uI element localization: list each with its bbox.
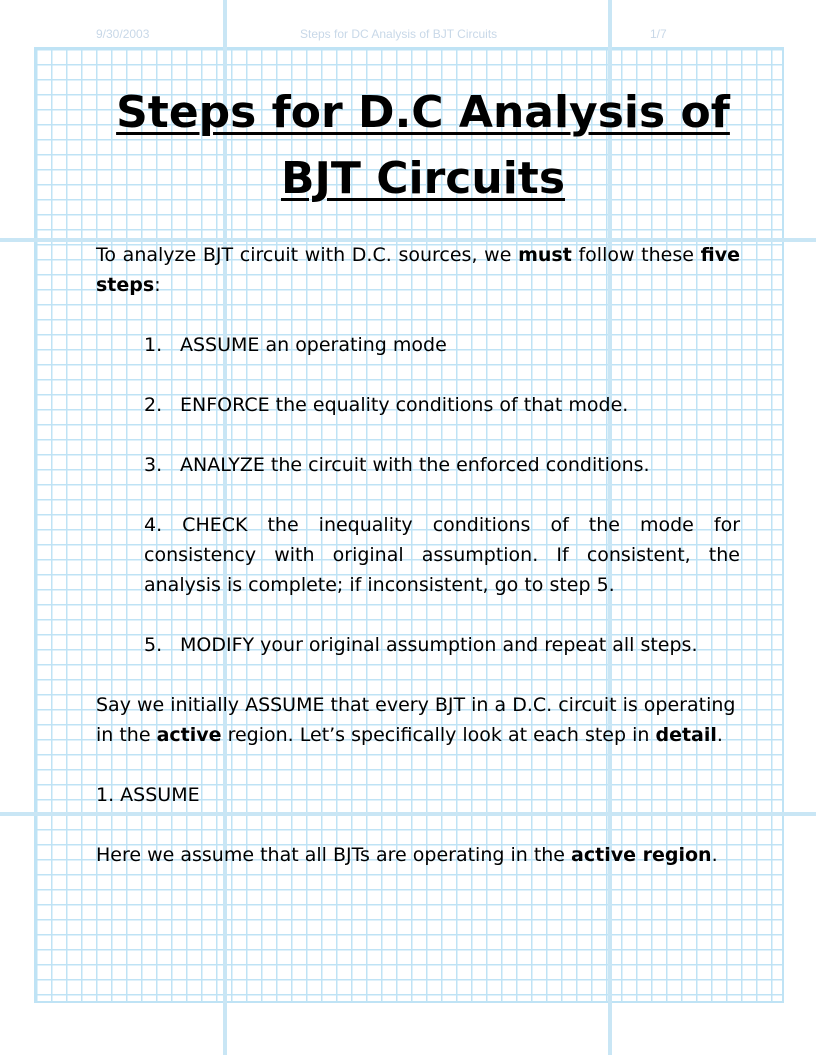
step-number: 3. <box>144 454 163 476</box>
para-bold-detail: detail <box>655 724 717 746</box>
step-item <box>144 390 740 420</box>
header-date: 9/30/2003 <box>96 27 150 41</box>
step-item <box>144 630 740 660</box>
intro-bold-five-steps: five steps <box>96 244 740 296</box>
step-text: ASSUME an operating mode <box>180 334 447 356</box>
assumption-paragraph <box>96 690 740 750</box>
section-heading-assume: 1. ASSUME <box>96 784 200 806</box>
intro-paragraph <box>96 240 740 300</box>
title-line-2: BJT Circuits <box>280 153 566 204</box>
para-text: Here we assume that all BJTs are operating in the <box>96 844 572 866</box>
para-text: . <box>711 844 718 866</box>
document-body <box>96 80 740 870</box>
steps-list <box>144 330 740 660</box>
header-title: Steps for DC Analysis of BJT Circuits <box>300 27 498 41</box>
step-item <box>144 510 740 600</box>
step-number: 2. <box>144 394 163 416</box>
para-bold-active-region: active region <box>571 844 712 866</box>
intro-bold-must: must <box>518 244 572 266</box>
para-text: . <box>716 724 723 746</box>
title-line-1: Steps for D.C Analysis of <box>116 87 730 138</box>
step-text: MODIFY your original assumption and repeat all steps. <box>180 634 698 656</box>
step-text: ANALYZE the circuit with the enforced conditions. <box>180 454 650 476</box>
step-number: 5. <box>144 634 163 656</box>
intro-text: : <box>154 274 161 296</box>
header-page-number: 1/7 <box>650 27 667 41</box>
intro-text: To analyze BJT circuit with D.C. sources, we <box>96 244 519 266</box>
page-header <box>0 25 816 43</box>
para-text: Say we initially ASSUME that every BJT in a D.C. circuit is operating in the <box>96 694 736 746</box>
step-text: CHECK the inequality conditions of the mode for consistency with original assumption. If consistent, the analysis is complete; if inconsistent, go to step 5. <box>144 514 741 596</box>
intro-text: follow these <box>571 244 701 266</box>
document-title <box>96 80 740 212</box>
assume-paragraph <box>96 840 740 870</box>
para-text: region. Let’s specifically look at each step in <box>221 724 656 746</box>
step-text: ENFORCE the equality conditions of that mode. <box>180 394 629 416</box>
step-number: 4. <box>144 514 163 536</box>
para-bold-active: active <box>156 724 222 746</box>
step-item <box>144 450 740 480</box>
step-number: 1. <box>144 334 163 356</box>
step-item <box>144 330 740 360</box>
